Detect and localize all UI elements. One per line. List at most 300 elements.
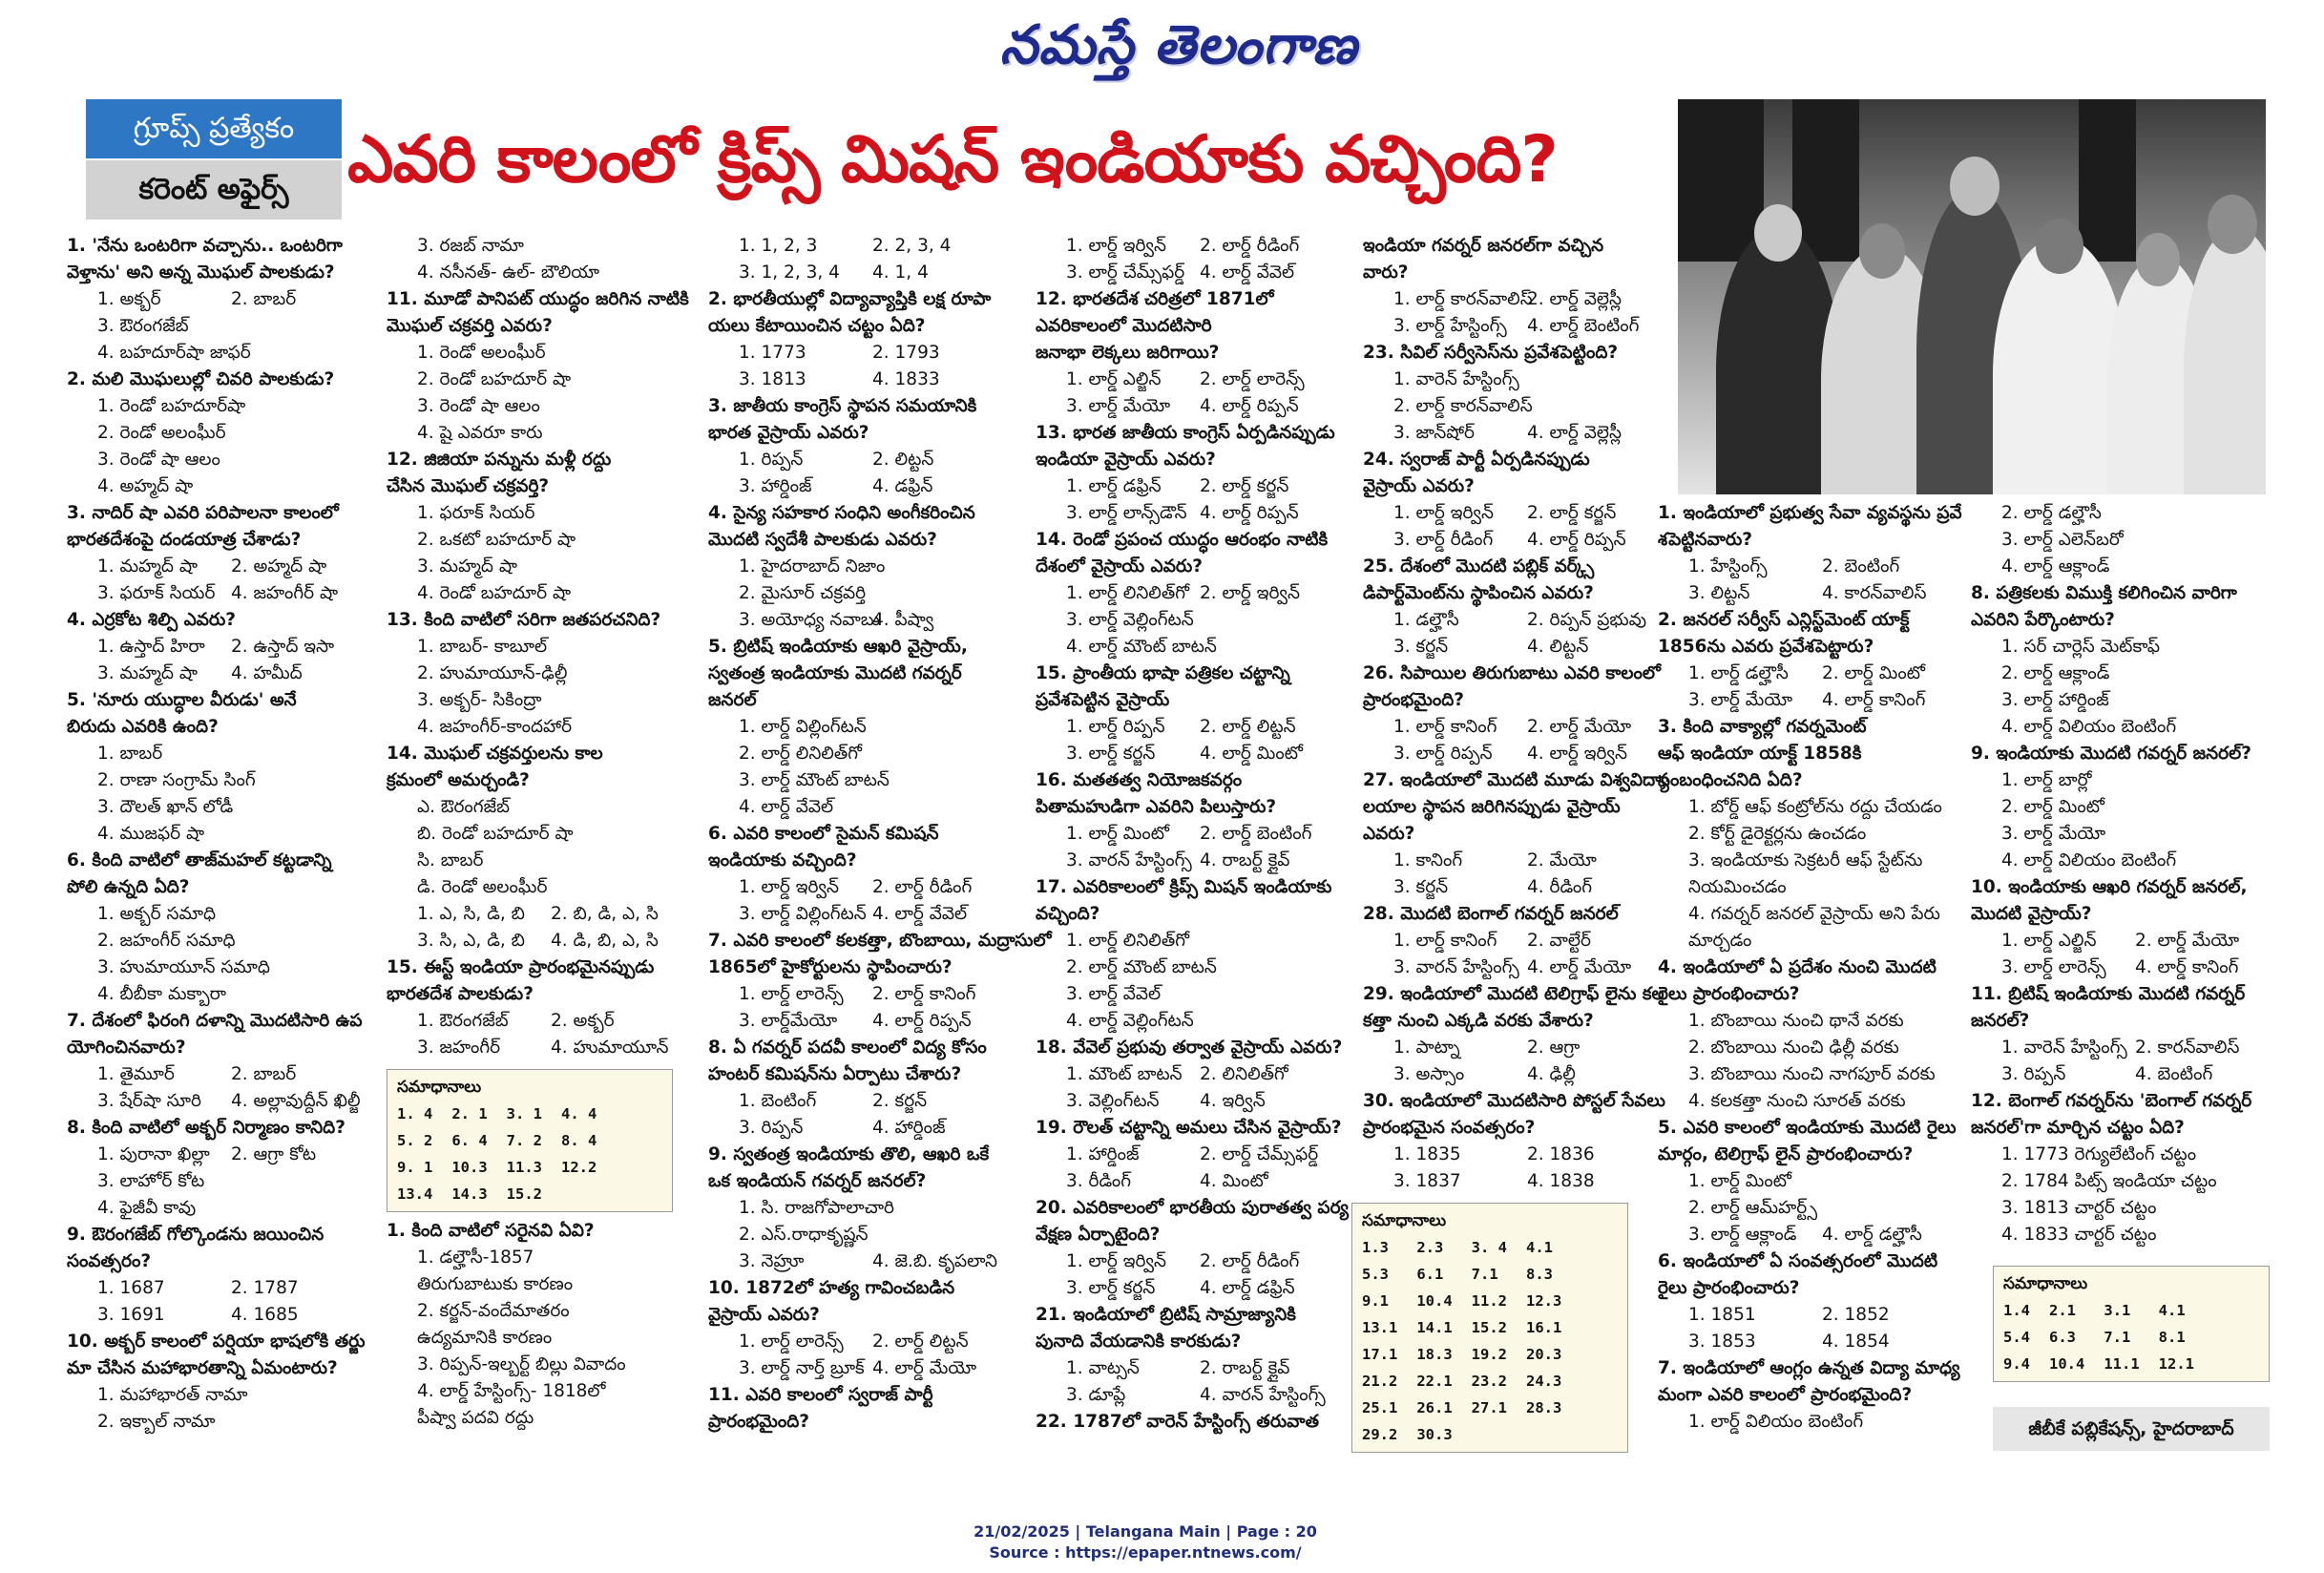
question-text: 17. ఎవరికాలంలో క్రిప్స్‌ మిషన్‌ ఇండియాకు (1036, 877, 1332, 897)
question-block (387, 741, 711, 954)
option: 3. రజబ్‌ నామా (417, 236, 524, 256)
question-text: 8. ఏ గవర్నర్‌ పదవీ కాలంలో విద్య కోసం (708, 1038, 987, 1058)
option: 1. లార్డ్‌ ఇర్విన్‌ (1066, 1251, 1166, 1271)
option: 4. డఫ్రిన్‌ (872, 476, 933, 496)
option: 1. పాట్నా (1393, 1038, 1460, 1058)
option: 3. లార్డ్‌ హేస్టింగ్స్‌ (1393, 316, 1507, 336)
question-text: యలు కేటాయించిన చట్టం ఏది? (708, 316, 926, 336)
question-text: పునాది వేయడానికి కారకుడు? (1036, 1332, 1242, 1352)
option: 3. లార్డ్‌ నార్త్‌ బ్రూక్‌ (739, 1358, 865, 1378)
question-block (708, 1382, 1042, 1436)
question-block (1036, 1195, 1370, 1302)
option-row (1363, 874, 1687, 901)
quiz-column-6 (1658, 500, 2001, 1436)
question-text: 9. ఔరంగజేబ్‌ గోల్కొండను జయించిన (67, 1225, 325, 1245)
question-block (1036, 1302, 1370, 1409)
question-text: భారతదేశ పాలకుడు? (387, 984, 534, 1004)
option-row (1363, 1142, 1687, 1168)
option: 1. లార్డ్‌ లినిలిత్‌గో (1066, 931, 1189, 951)
question-block (1658, 1355, 2001, 1436)
answer-cell: 8.3 (1525, 1266, 1553, 1283)
option-row (1036, 1088, 1370, 1115)
option: 1. లార్డ్‌ ఇర్విన్‌ (1066, 236, 1166, 256)
question-text: 14. రెండో ప్రపంచ యుద్ధం ఆరంభం నాటికి (1036, 530, 1329, 550)
question-text: బిరుదు ఎవరికి ఉంది? (67, 717, 219, 737)
question-block (708, 634, 1042, 821)
option: 3. లార్డ్‌ ఆక్లాండ్‌ (1688, 1225, 1797, 1245)
option: 4. 1838 (1527, 1171, 1595, 1191)
question-text: 30. ఇండియాలో మొదటిసారి పోస్టల్‌ సేవలు (1363, 1091, 1665, 1111)
footer-source-line: Source : https://epaper.ntnews.com/ (989, 1543, 1302, 1562)
answers-row (1362, 1341, 1581, 1368)
option: 2. అక్బర్‌ (551, 1011, 615, 1031)
option-row (708, 1088, 1042, 1115)
option: 4. లార్డ్‌ ఆక్లాండ్‌ (2001, 556, 2110, 577)
answers-box-3 (1993, 1266, 2270, 1382)
option: 3. ఇండియాకు సెక్రటరీ ఆఫ్‌ స్టేట్‌ను (1688, 850, 1923, 870)
question-block (1036, 286, 1370, 420)
question-text: యోగించినవారు? (67, 1038, 186, 1058)
answer-cell: 4.1 (1525, 1239, 1553, 1256)
option: 3. 1813 చార్టర్‌ చట్టం (2001, 1198, 2157, 1218)
question-text: దేశంలో వైస్రాయ్‌ ఎవరు? (1036, 556, 1203, 577)
option-row (1036, 714, 1370, 741)
option-row (67, 661, 391, 687)
answers-heading: సమాధానాలు (2003, 1274, 2088, 1293)
question-text: వేక్షణ ఏర్పాటైంది? (1036, 1225, 1161, 1245)
option: 3. లార్డ్‌ మౌంట్‌ బాటన్‌ (739, 770, 890, 790)
option-row (708, 901, 1042, 928)
question-text: 11. బ్రిటిష్‌ ఇండియాకు మొదటి గవర్నర్‌ (1971, 984, 2246, 1004)
option: 4. నసీనత్‌- ఉల్‌- బౌలియా (417, 262, 600, 283)
option-row (1363, 741, 1687, 767)
option: 4. లార్డ్‌ విలియం బెంటింగ్‌ (2001, 717, 2177, 737)
option-row (67, 580, 391, 607)
option: 1. ఫరూక్‌ సియర్‌ (417, 503, 535, 523)
option: 2. 1852 (1822, 1305, 1890, 1325)
question-block (1971, 981, 2286, 1088)
question-text: పితామహుడిగా ఎవరిని పిలుస్తారు? (1036, 797, 1277, 817)
option: 2. లార్డ్‌ లిట్టన్‌ (1200, 717, 1296, 737)
answers-row (2003, 1351, 2213, 1377)
option: 3. లార్డ్‌ వేవెల్‌ (1066, 984, 1162, 1004)
section-tag-groups: గ్రూప్స్‌ ప్రత్యేకం (86, 99, 342, 158)
option: 2. రాణా సంగ్రామ్‌ సింగ్‌ (97, 770, 256, 790)
option-row (1363, 527, 1687, 554)
option: 1. బెంటింగ్‌ (739, 1091, 817, 1111)
option: పీష్వా పదవి రద్దు (417, 1408, 534, 1428)
answer-cell: 14.1 (1416, 1319, 1453, 1336)
option: 3. 1853 (1688, 1332, 1756, 1352)
option: 3. వారన్‌ హేస్టింగ్స్‌ (1393, 957, 1519, 977)
question-text: లయాల స్థాపన జరిగినప్పుడు వైస్రాయ్‌ (1363, 797, 1621, 817)
option-row (1363, 714, 1687, 741)
option: 1. లార్డ్‌ కారన్‌వాలిస్‌ (1393, 289, 1533, 309)
option: 1. లార్డ్‌ లారెన్స్‌ (739, 1332, 844, 1352)
option: 2. ఎస్‌.రాధాకృష్ణన్‌ (739, 1225, 869, 1245)
section-tag-current-affairs: కరెంట్‌ అఫైర్స్‌ (86, 160, 342, 220)
question-block (1658, 1115, 2001, 1248)
question-text: మార్గం, టెలిగ్రాఫ్‌ లైన్‌ ప్రారంభించారు? (1658, 1144, 1914, 1164)
option: 4. లిట్టన్‌ (1527, 637, 1589, 657)
answer-cell: 7.1 (1471, 1266, 1498, 1283)
question-text: ఆఫ్‌ ఇండియా యాక్ట్‌ 1858కి (1658, 744, 1862, 764)
question-text: 7. ఇండియాలో ఆంగ్లం ఉన్నత విద్యా మాధ్య (1658, 1358, 1960, 1378)
page-footer (859, 1521, 1432, 1563)
option: 2. లార్డ్‌ మింటో (2001, 797, 2104, 817)
question-block (708, 393, 1042, 500)
answer-cell: 11.2 (1471, 1292, 1507, 1310)
option: 4. అల్లావుద్దీన్‌ ఖిల్జీ (231, 1091, 361, 1111)
option-row (1363, 928, 1687, 954)
option: 2. బెంటింగ్‌ (1822, 556, 1900, 577)
answer-cell: 6.1 (1416, 1266, 1444, 1283)
question-text: మొదటి స్వదేశీ పాలకుడు ఎవరు? (708, 530, 937, 550)
option: 2. లార్డ్‌ డల్హౌసీ (2001, 503, 2102, 523)
answer-cell: 5.3 (1362, 1266, 1389, 1283)
option: 2. అహ్మద్‌ షా (231, 556, 327, 577)
answer-cell: 27.1 (1471, 1399, 1507, 1416)
option: 4. జె.బి. కృపలాని (872, 1251, 997, 1271)
option-row (67, 1302, 391, 1329)
option: 2. 1787 (231, 1278, 299, 1298)
option: 3. అయోధ్య నవాబు (739, 610, 880, 630)
question-text: 25. దేశంలో మొదటి పబ్లిక్‌ వర్క్స్‌ (1363, 556, 1595, 577)
question-block (67, 1329, 391, 1436)
answer-cell (1472, 1421, 1526, 1448)
option: 3. జహంగీర్‌ (417, 1038, 501, 1058)
question-text: 11. ఎవరి కాలంలో స్వరాజ్‌ పార్టీ (708, 1385, 933, 1405)
option: 3. లార్డ్‌ మేయో (2001, 824, 2106, 844)
option: 3. జాన్‌షోర్‌ (1393, 423, 1476, 443)
question-text: ప్రారంభమైన సంవత్సరం? (1363, 1118, 1536, 1138)
answers-table (397, 1101, 616, 1207)
option: 1. లార్డ్‌ ఎల్జిన్‌ (2001, 931, 2097, 951)
question-text: పోలి ఉన్నది ఏది? (67, 877, 190, 897)
option: 1. లార్డ్‌ విలియం బెంటింగ్‌ (1688, 1412, 1864, 1432)
option-row (67, 1142, 391, 1168)
option: 4. లార్డ్‌ మేయో (1527, 957, 1632, 977)
option: 1. 1773 రెగ్యులేటింగ్‌ చట్టం (2001, 1144, 2197, 1164)
question-block (1036, 1035, 1370, 1115)
option: 3. ఔరంగజేబ్‌ (97, 316, 189, 336)
option: 1. డల్హౌసీ-1857 (417, 1248, 534, 1268)
answer-cell: 30.3 (1416, 1426, 1453, 1443)
option: 3. లార్డ్‌ హార్డింజ్‌ (2001, 690, 2109, 710)
question-text: 11. మూడో పానిపట్‌ యుద్ధం జరిగిన నాటికి (387, 289, 689, 309)
option: 4. షై ఎవరూ కారు (417, 423, 543, 443)
option: 3. లార్డ్‌ లారెన్స్‌ (2001, 957, 2106, 977)
answer-cell: 5. 2 (397, 1132, 433, 1149)
option: 2. ఇక్బాల్‌ నామా (97, 1412, 216, 1432)
option: 1. మహ్మద్‌ షా (97, 556, 198, 577)
option: 2. లార్డ్‌ లినిలిత్‌గో (739, 744, 862, 764)
option: 1. సి. రాజగోపాలాచారి (739, 1198, 894, 1218)
headline: ఎవరి కాలంలో క్రిప్స్‌ మిషన్‌ ఇండియాకు వచ్చింది? (347, 122, 1558, 198)
option-row (1036, 233, 1370, 260)
option: 3. హార్డింజ్‌ (739, 476, 812, 496)
option: 2. ఉస్తాద్‌ ఇసా (231, 637, 335, 657)
question-block (67, 607, 391, 687)
historical-photo (1678, 99, 2266, 494)
option: 1. లార్డ్‌ మింటో (1688, 1171, 1791, 1191)
answer-cell: 6. 4 (451, 1132, 488, 1149)
question-block (387, 607, 711, 741)
option: 2. లార్డ్‌ రీడింగ్‌ (1200, 236, 1300, 256)
question-block (708, 1275, 1042, 1382)
answer-cell: 7. 2 (506, 1132, 542, 1149)
option: 4. 1854 (1822, 1332, 1890, 1352)
question-text: 10. ఇండియాకు ఆఖరి గవర్నర్‌ జనరల్‌, (1971, 877, 2248, 897)
question-block (708, 233, 1042, 286)
option: 1. వాట్సన్‌ (1066, 1358, 1140, 1378)
question-text: ఎవరిని పేర్కొంటారు? (1971, 610, 2115, 630)
option: 1. అక్బర్‌ (97, 289, 161, 309)
option: ఎ. ఔరంగజేబ్‌ (417, 797, 510, 817)
option: 2. హుమాయూన్‌-ఢిల్లీ (417, 663, 568, 683)
option: 3. లిట్టన్‌ (1688, 583, 1750, 603)
question-block (387, 233, 711, 286)
option-row (1363, 313, 1687, 340)
question-text: శపెట్టినవారు? (1658, 530, 1752, 550)
option-row (1036, 1355, 1370, 1382)
footer-date-line: 21/02/2025 | Telangana Main | Page : 20 (974, 1522, 1317, 1541)
option: 1. ఔరంగజేబ్‌ (417, 1011, 509, 1031)
option: 2. 2, 3, 4 (872, 236, 952, 256)
option: 4. అహ్మద్‌ షా (97, 476, 194, 496)
question-block (1658, 607, 2001, 714)
option: 4. లార్డ్‌ రిప్పన్‌ (1200, 503, 1299, 523)
option: 3. రిప్పన్‌-ఇల్బర్ట్‌ బిల్లు వివాదం (417, 1354, 626, 1374)
question-text: 8. పత్రికలకు విముక్తి కలిగించిన వారిగా (1971, 583, 2237, 603)
option: 4. లార్డ్‌ వేవెల్‌ (872, 904, 968, 924)
question-block (387, 1218, 711, 1432)
answer-cell: 17.1 (1362, 1346, 1398, 1363)
option-row (1363, 1061, 1687, 1088)
question-text: మొదటి వైస్రాయ్‌? (1971, 904, 2092, 924)
option: మార్చడం (1688, 931, 1752, 951)
option: 1. వారెన్‌ హేస్టింగ్స్‌ (1393, 369, 1519, 389)
option-row (67, 1061, 391, 1088)
option: 3. రిప్పన్‌ (739, 1118, 804, 1138)
answer-cell: 25.1 (1362, 1399, 1398, 1416)
question-block (1363, 981, 1687, 1088)
question-block (1658, 1248, 2001, 1355)
option-row (708, 1329, 1042, 1355)
option-row (387, 1035, 711, 1061)
option: 1. 1835 (1393, 1144, 1461, 1164)
option-row (1036, 1168, 1370, 1195)
option: 3. నెహ్రూ (739, 1251, 805, 1271)
question-text: భారత వైస్రాయ్‌ ఎవరు? (708, 423, 869, 443)
option-row (1036, 741, 1370, 767)
option: 3. దౌలత్‌ ఖాన్‌ లోడీ (97, 797, 234, 817)
question-text: క్రమంలో అమర్చండి? (387, 770, 530, 790)
answer-cell: 20.3 (1525, 1346, 1562, 1363)
option-row (708, 1008, 1042, 1035)
question-block (387, 447, 711, 607)
question-text: 2. జనరల్‌ సర్వీస్‌ ఎన్లిస్ట్‌మెంట్‌ యాక్ట్‌ (1658, 610, 1910, 630)
option: 3. లార్డ్‌ కర్జన్‌ (1066, 744, 1156, 764)
option: 4. ఫైజీవీ కావు (97, 1198, 197, 1218)
question-text: 8. కింది వాటిలో అక్బర్‌ నిర్మాణం కానిది? (67, 1118, 345, 1138)
answer-cell: 3. 4 (1471, 1239, 1507, 1256)
option-row (67, 1088, 391, 1115)
option: 2. లార్డ్‌ చేమ్స్‌ఫర్డ్‌ (1200, 1144, 1319, 1164)
option: 1. లార్డ్‌ ఇర్విన్‌ (739, 877, 839, 897)
question-block (1036, 1115, 1370, 1195)
option: 1. రిప్పన్‌ (739, 450, 804, 470)
option-row (1036, 393, 1370, 420)
answer-cell: 6.3 (2049, 1329, 2076, 1346)
option: 3. రిప్పన్‌ (2001, 1064, 2066, 1084)
answer-cell: 19.2 (1471, 1346, 1507, 1363)
option: 4. డి, బి, ఎ, సి (551, 931, 659, 951)
option-row (1658, 1329, 2001, 1355)
option: 3. రెండో షా ఆలం (97, 450, 220, 470)
option-row (1363, 954, 1687, 981)
option: 1. బాబర్‌- కాబూల్‌ (417, 637, 548, 657)
option: 3. లార్డ్‌ రీడింగ్‌ (1393, 530, 1494, 550)
question-text: వైస్రాయ్‌ ఎవరు? (1363, 476, 1475, 496)
answers-row (2003, 1324, 2213, 1351)
question-text: 18. వేవెల్‌ ప్రభువు తర్వాత వైస్రాయ్‌ ఎవరు? (1036, 1038, 1343, 1058)
option: 3. లార్డ్‌ ఎలెన్‌బరో (2001, 530, 2124, 550)
option: 2. మైసూర్‌ చక్రవర్తి (739, 583, 867, 603)
option: 1. హార్డింజ్‌ (1066, 1144, 1140, 1164)
question-block (1971, 741, 2286, 874)
option: 1. అక్బర్‌ సమాధి (97, 904, 217, 924)
option: 3. లార్డ్‌ విల్లింగ్‌టన్‌ (739, 904, 867, 924)
option: 3. బొంబాయి నుంచి నాగపూర్‌ వరకు (1688, 1064, 1936, 1084)
question-text: 29. ఇండియాలో మొదటి టెలిగ్రాఫ్‌ లైను కల (1363, 984, 1664, 1004)
question-text: ప్రారంభమైంది? (1363, 690, 1465, 710)
option: 2. లినిలిత్‌గో (1200, 1064, 1288, 1084)
option: 4. ఇర్విన్‌ (1200, 1091, 1266, 1111)
question-text: 7. దేశంలో ఫిరంగి దళాన్ని మొదటిసారి ఉప (67, 1011, 363, 1031)
option-row (1036, 260, 1370, 286)
option-row (1036, 1142, 1370, 1168)
option: 2. కర్జన్‌ (872, 1091, 928, 1111)
option: 4. గవర్నర్‌ జనరల్‌ వైస్రాయ్‌ అని పేరు (1688, 904, 1940, 924)
option-row (708, 607, 1042, 634)
option: 3. కర్జన్‌ (1393, 637, 1449, 657)
option: 4. బహదూర్‌షా జాఫర్‌ (97, 343, 251, 363)
question-text: 13. భారత జాతీయ కాంగ్రెస్‌ ఏర్పడినప్పుడు (1036, 423, 1335, 443)
option-row (1363, 420, 1687, 447)
question-block (708, 500, 1042, 634)
question-block (67, 233, 391, 367)
question-text: ఇండియాకు వచ్చింది? (708, 850, 857, 870)
option: 2. బి, డి, ఎ, సి (551, 904, 659, 924)
option-row (67, 1275, 391, 1302)
option: 1. లార్డ్‌ కానింగ్‌ (1393, 931, 1497, 951)
question-block (67, 1222, 391, 1329)
option: 2. లార్డ్‌ మౌంట్‌ బాటన్‌ (1066, 957, 1217, 977)
answer-cell: 10.4 (1416, 1292, 1453, 1310)
option-row (1036, 473, 1370, 500)
option: 1. హేస్టింగ్స్‌ (1688, 556, 1768, 577)
option: బి. రెండో బహదూర్‌ షా (417, 824, 574, 844)
option: 3. లార్డ్‌ మేయో (1688, 690, 1793, 710)
option: 2. లార్డ్‌ రీడింగ్‌ (872, 877, 973, 897)
question-block (67, 1008, 391, 1115)
option: 1. లార్డ్‌ మింటో (1066, 824, 1169, 844)
option: 2. లార్డ్‌ ఇర్విన్‌ (1200, 583, 1300, 603)
option: 3. 1, 2, 3, 4 (739, 262, 840, 283)
question-block (708, 1142, 1042, 1275)
answer-cell: 14.3 (451, 1185, 488, 1203)
option: 3. అస్సాం (1393, 1064, 1465, 1084)
option: 3. మహ్మద్‌ షా (417, 556, 517, 577)
question-text: 6. ఎవరి కాలంలో సైమన్‌ కమిషన్‌ (708, 824, 939, 844)
question-text: రైలు ప్రారంభించారు? (1658, 984, 1800, 1004)
question-block (67, 1115, 391, 1222)
option: 4. లార్డ్‌ డల్హౌసీ (1822, 1225, 1922, 1245)
answer-cell: 7.1 (2104, 1329, 2131, 1346)
answer-cell: 3. 1 (506, 1105, 542, 1122)
option: 1. మౌంట్‌ బాటన్‌ (1066, 1064, 1183, 1084)
option: 3. లార్డ్‌ వెల్లింగ్‌టన్‌ (1066, 610, 1194, 630)
question-block (1363, 661, 1687, 767)
option: 1. లార్డ్‌ రిప్పన్‌ (1066, 717, 1165, 737)
answer-cell: 9.4 (2003, 1355, 2030, 1373)
answer-cell: 3.1 (2104, 1302, 2131, 1319)
question-text: 15. ఈస్ట్‌ ఇండియా ప్రారంభమైనప్పుడు (387, 957, 655, 977)
question-text: 1. కింది వాటిలో సరైనవి ఏవి? (387, 1221, 595, 1241)
option: 1. రెండో అలంఘీర్‌ (417, 343, 546, 363)
question-text: 1. ఇండియాలో ప్రభుత్వ సేవా వ్యవస్థను ప్రవే (1658, 503, 1962, 523)
answer-cell: 4.1 (2158, 1302, 2186, 1319)
answer-cell: 22.1 (1416, 1373, 1453, 1390)
question-block (67, 848, 391, 1008)
option: 1. లార్డ్‌ లారెన్స్‌ (739, 984, 844, 1004)
question-text: 1. 'నేను ఒంటరిగా వచ్చాను.. ఒంటరిగా (67, 236, 343, 256)
answer-cell: 10.4 (2049, 1355, 2085, 1373)
option: 1. 1687 (97, 1278, 165, 1298)
option: 3. షేర్‌షా సూరి (97, 1091, 201, 1111)
option: 4. కలకత్తా నుంచి సూరత్‌ వరకు (1688, 1091, 1906, 1111)
option: 2. కోర్ట్‌ డైరెక్టర్లను ఉంచడం (1688, 824, 1867, 844)
answer-cell: 8. 4 (560, 1132, 597, 1149)
answers-row (1362, 1234, 1581, 1261)
question-block (708, 1035, 1042, 1142)
option: 4. రాబర్ట్‌ క్లైవ్‌ (1200, 850, 1290, 870)
option: 1. బాబర్‌ (97, 744, 163, 764)
option: 3. లాహోర్‌ కోట (97, 1171, 205, 1191)
option: 4. లార్డ్‌ వెల్లెస్లీ (1527, 423, 1623, 443)
option: 4. వారన్‌ హేస్టింగ్స్‌ (1200, 1385, 1326, 1405)
question-block (1036, 420, 1370, 527)
question-text: 27. ఇండియాలో మొదటి మూడు విశ్వవిద్యా (1363, 770, 1669, 790)
question-text: ఎవరికాలంలో మొదటిసారి (1036, 316, 1212, 336)
option-row (67, 286, 391, 313)
option-row (1036, 367, 1370, 393)
answer-cell: 21.2 (1362, 1373, 1398, 1390)
option: 3. వారన్‌ హేస్టింగ్స్‌ (1066, 850, 1192, 870)
option: 3. లార్డ్‌ కర్జన్‌ (1066, 1278, 1156, 1298)
answer-cell: 1.4 (2003, 1302, 2030, 1319)
option: 3. 1837 (1393, 1171, 1461, 1191)
question-text: 3. కింది వాక్యాల్లో గవర్నమెంట్‌ (1658, 717, 1867, 737)
option-row (708, 1115, 1042, 1142)
question-text: ఒక ఇండియన్‌ గవర్నర్‌ జనరల్‌? (708, 1171, 927, 1191)
question-block (1036, 661, 1370, 767)
question-text: జనరల్‌'గా మార్చిన చట్టం ఏది? (1971, 1118, 2185, 1138)
option: సి. బాబర్‌ (417, 850, 484, 870)
question-text: సంవత్సరం? (67, 1251, 152, 1271)
option-row (387, 1008, 711, 1035)
